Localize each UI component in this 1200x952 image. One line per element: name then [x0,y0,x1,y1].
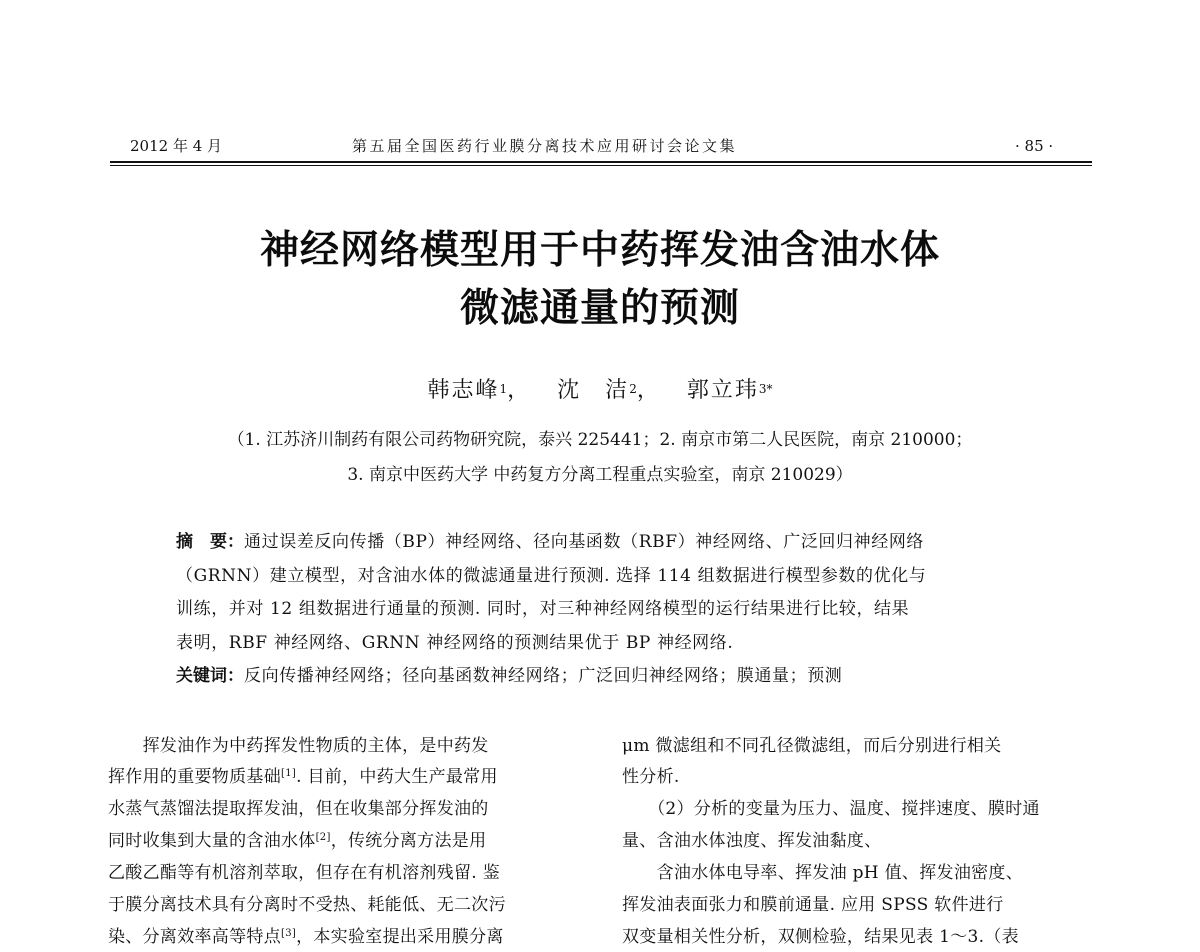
abstract-text: 通过误差反向传播（BP）神经网络、径向基函数（RBF）神经网络、广泛回归神经网络 [244,532,925,552]
paper-title-line-2: 微滤通量的预测 [459,285,740,331]
author-name: 沈 洁 [557,378,630,403]
author-affiliation-mark: 3* [758,382,773,396]
author-list [0,377,1200,405]
header-page-number: · 85 · [1015,137,1054,155]
header-journal-title: 第五届全国医药行业膜分离技术应用研讨会论文集 [352,137,738,155]
abstract-line: 训练，并对 12 组数据进行通量的预测. 同时，对三种神经网络模型的运行结果进行比较，结果 [176,599,910,619]
author-affiliation-mark: 1 [499,382,508,396]
body-left-line: 于膜分离技术具有分离时不受热、耗能低、无二次污 [108,895,506,915]
body-right-line: （2）分析的变量为压力、温度、搅拌速度、膜时通 [622,799,1040,819]
body-text: ，本实验室提出采用膜分离 [296,927,504,947]
body-text: 同时收集到大量的含油水体 [108,831,316,851]
affiliation-line-1: （1. 江苏济川制药有限公司药物研究院，泰兴 225441；2. 南京市第二人民医院，南京 210000； [227,430,973,450]
body-left-line [108,765,498,789]
author-affiliation-mark: 2 [629,382,637,396]
author-name: 韩志峰 [427,378,500,403]
paper-title-line-1: 神经网络模型用于中药挥发油含油水体 [259,227,940,273]
body-left-line: 挥发油作为中药挥发性物质的主体，是中药发 [108,736,489,756]
abstract-line: 表明，RBF 神经网络、GRNN 神经网络的预测结果优于 BP 神经网络. [176,633,734,653]
keywords-line [176,664,842,688]
body-right-line: 双变量相关性分析，双侧检验，结果见表 1～3.（表 [622,927,1019,947]
body-right-line: 含油水体电导率、挥发油 pH 值、挥发油密度、 [622,863,1024,883]
header-rule-thick [110,161,1092,163]
body-text: 染、分离效率高等特点 [108,927,281,947]
abstract-line [176,530,924,554]
body-text: ，传统分离方法是用 [330,831,487,851]
header-date: 2012 年 4 月 [130,137,223,155]
body-text: 挥作用的重要物质基础 [108,767,281,787]
citation-ref: [2] [315,832,331,843]
author-name: 郭立玮 [686,378,759,403]
citation-ref: [3] [281,928,297,939]
keywords-text: 反向传播神经网络；径向基函数神经网络；广泛回归神经网络；膜通量；预测 [244,666,843,686]
keywords-label: 关键词： [176,666,244,686]
body-right-line: 挥发油表面张力和膜前通量. 应用 SPSS 软件进行 [622,895,1004,915]
body-right-line: 量、含油水体浊度、挥发油黏度、 [622,831,882,851]
body-left-line: 水蒸气蒸馏法提取挥发油，但在收集部分挥发油的 [108,799,489,819]
body-left-line [108,829,486,853]
author-separator: ， [507,378,532,403]
body-left-line: 乙酸乙酯等有机溶剂萃取，但存在有机溶剂残留. 鉴 [108,863,501,883]
header-rule-thin [110,165,1092,166]
body-right-line: μm 微滤组和不同孔径微滤组，而后分别进行相关 [622,736,1002,756]
citation-ref: [1] [281,768,297,779]
abstract-line: （GRNN）建立模型，对含油水体的微滤通量进行预测. 选择 114 组数据进行模型参数的优化与 [176,566,927,586]
affiliation-line-2: 3. 南京中医药大学 中药复方分离工程重点实验室，南京 210029） [347,465,853,485]
body-text: . 目前，中药大生产最常用 [296,767,498,787]
body-right-line: 性分析. [622,767,680,787]
abstract-label: 摘 要： [176,532,244,552]
body-left-line [108,925,504,949]
author-separator: ， [636,378,661,403]
